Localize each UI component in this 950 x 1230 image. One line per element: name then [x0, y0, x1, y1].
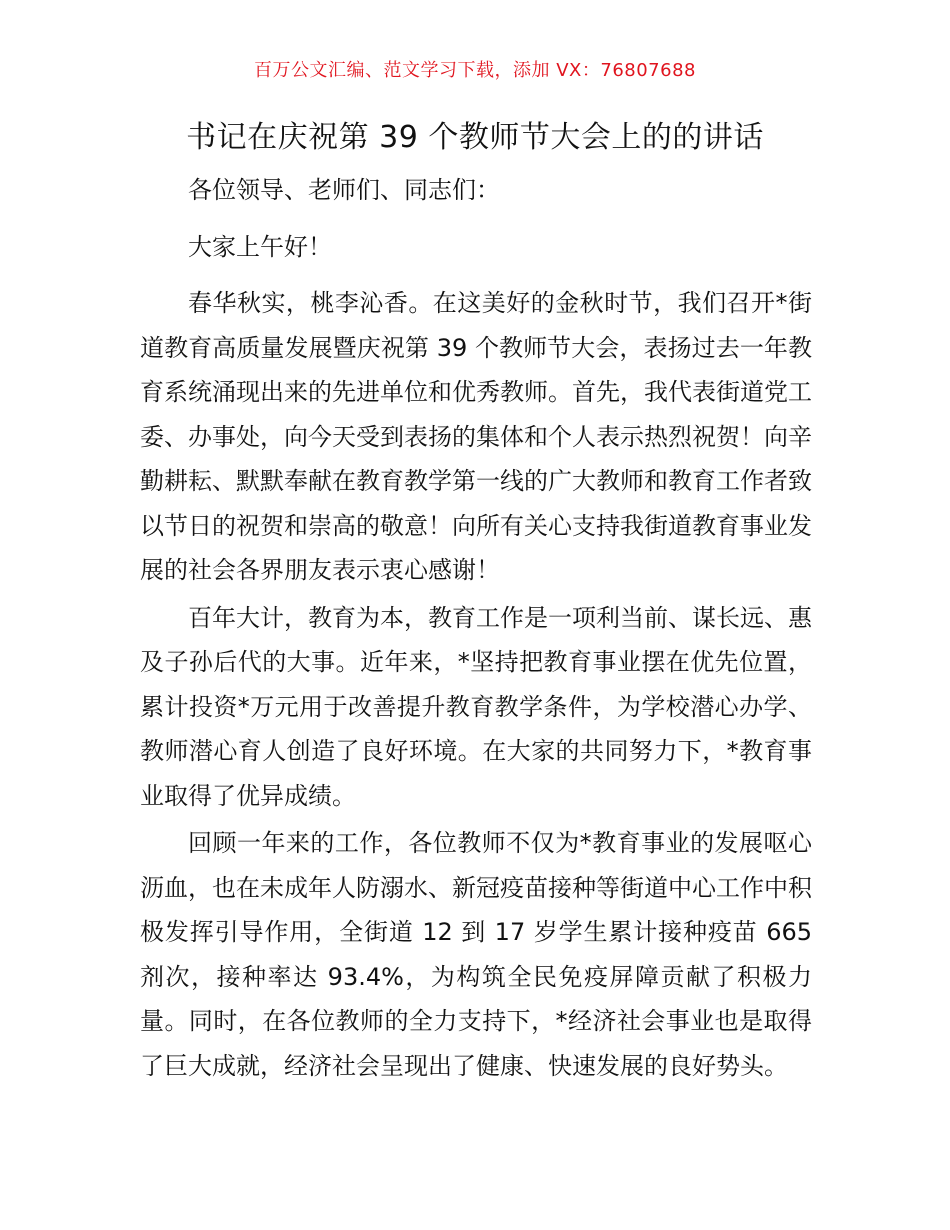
header-banner: 百万公文汇编、范文学习下载，添加 VX：76807688	[254, 60, 696, 81]
document-title: 书记在庆祝第 39 个教师节大会上的的讲话	[186, 120, 764, 155]
document-body	[140, 168, 812, 1091]
salutation: 各位领导、老师们、同志们：	[188, 176, 500, 204]
paragraph-review: 回顾一年来的工作，各位教师不仅为*教育事业的发展呕心沥血，也在未成年人防溺水、新冠疫苗接种等街道中心工作中积极发挥引导作用，全街道 12 到 17 岁学生累计接种疫苗 665 剂次，接种率达 93.4%，为构筑全民免疫屏障贡献了积极力量。同时，在各位教师的全力支持下，*经济社会事业也是取得了巨大成就，经济社会呈现出了健康、快速发展的良好势头。	[140, 829, 812, 1080]
paragraph-opening: 春华秋实，桃李沁香。在这美好的金秋时节，我们召开*街道教育高质量发展暨庆祝第 39 个教师节大会，表扬过去一年教育系统涌现出来的先进单位和优秀教师。首先，我代表街道党工委、办事处，向今天受到表扬的集体和个人表示热烈祝贺！向辛勤耕耘、默默奉献在教育教学第一线的广大教师和教育工作者致以节日的祝贺和崇高的敬意！向所有关心支持我街道教育事业发展的社会各界朋友表示衷心感谢！	[140, 289, 812, 584]
paragraph-education: 百年大计，教育为本，教育工作是一项利当前、谋长远、惠及子孙后代的大事。近年来，*坚持把教育事业摆在优先位置，累计投资*万元用于改善提升教育教学条件，为学校潜心办学、教师潜心育人创造了良好环境。在大家的共同努力下，*教育事业取得了优异成绩。	[140, 603, 812, 810]
greeting: 大家上午好！	[188, 232, 332, 261]
